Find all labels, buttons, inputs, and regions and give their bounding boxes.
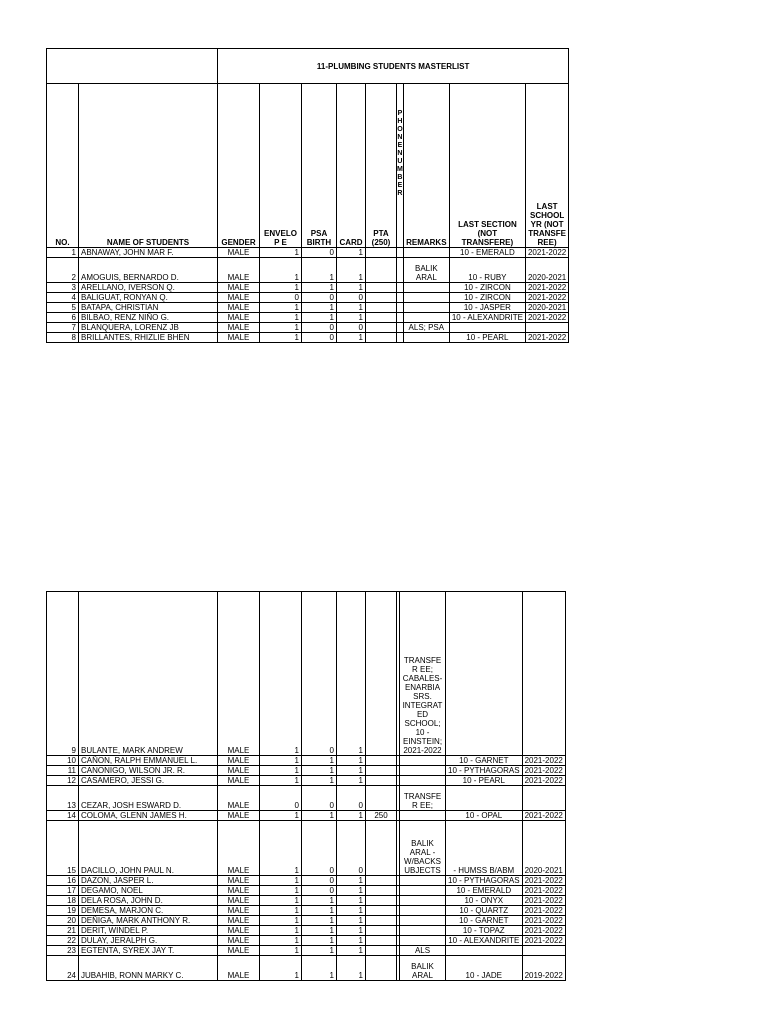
cell-envelope: 1 xyxy=(260,333,302,343)
table-row xyxy=(47,756,566,766)
cell-pta xyxy=(366,936,397,946)
cell-remarks xyxy=(400,876,446,886)
table-row xyxy=(47,333,569,343)
cell-card: 1 xyxy=(337,303,366,313)
cell-remarks xyxy=(403,293,449,303)
cell-no: 24 xyxy=(47,956,79,981)
table-row xyxy=(47,886,566,896)
cell-last-school-year: 2021-2022 xyxy=(522,936,565,946)
cell-pta xyxy=(366,333,397,343)
cell-last-section: - HUMSS B/ABM xyxy=(446,821,523,876)
cell-remarks xyxy=(400,756,446,766)
cell-psa-birth: 0 xyxy=(302,293,337,303)
cell-no: 15 xyxy=(47,821,79,876)
cell-last-school-year: 2021-2022 xyxy=(525,248,568,258)
cell-no: 6 xyxy=(47,313,79,323)
table-row xyxy=(47,283,569,293)
table-row xyxy=(47,776,566,786)
cell-psa-birth: 1 xyxy=(302,756,337,766)
cell-remarks: BALIK ARAL - W/BACKS UBJECTS xyxy=(400,821,446,876)
cell-psa-birth: 1 xyxy=(302,946,337,956)
cell-name: BILBAO, RENZ NIÑO G. xyxy=(79,313,218,323)
cell-envelope: 1 xyxy=(260,258,302,283)
cell-name: JUBAHIB, RONN MARKY C. xyxy=(79,956,218,981)
cell-phone xyxy=(397,283,404,293)
cell-pta xyxy=(366,323,397,333)
cell-psa-birth: 1 xyxy=(302,776,337,786)
cell-pta xyxy=(366,592,397,756)
cell-last-school-year xyxy=(522,592,565,756)
cell-name: DERIT, WINDEL P. xyxy=(79,926,218,936)
table-row xyxy=(47,293,569,303)
cell-envelope: 1 xyxy=(260,956,302,981)
cell-psa-birth: 1 xyxy=(302,303,337,313)
cell-psa-birth: 1 xyxy=(302,258,337,283)
cell-psa-birth: 1 xyxy=(302,936,337,946)
cell-no: 1 xyxy=(47,248,79,258)
cell-pta xyxy=(366,906,397,916)
cell-pta xyxy=(366,258,397,283)
cell-last-section: 10 - ALEXANDRITE xyxy=(446,936,523,946)
cell-last-section: 10 - PYTHAGORAS xyxy=(446,876,523,886)
cell-name: ARELLANO, IVERSON Q. xyxy=(79,283,218,293)
cell-envelope: 1 xyxy=(260,876,302,886)
cell-gender: MALE xyxy=(218,876,260,886)
cell-remarks: BALIK ARAL xyxy=(403,258,449,283)
table-row xyxy=(47,313,569,323)
header-last-section: LAST SECTION (NOT TRANSFERE) xyxy=(449,84,525,248)
cell-envelope: 1 xyxy=(260,756,302,766)
cell-name: DEÑIGA, MARK ANTHONY R. xyxy=(79,916,218,926)
cell-last-section: 10 - PEARL xyxy=(446,776,523,786)
cell-name: DACILLO, JOHN PAUL N. xyxy=(79,821,218,876)
cell-remarks xyxy=(403,333,449,343)
cell-gender: MALE xyxy=(218,821,260,876)
cell-card: 1 xyxy=(337,756,366,766)
cell-last-section xyxy=(446,592,523,756)
cell-card: 1 xyxy=(337,876,366,886)
cell-envelope: 0 xyxy=(260,293,302,303)
cell-no: 12 xyxy=(47,776,79,786)
cell-envelope: 1 xyxy=(260,313,302,323)
cell-gender: MALE xyxy=(218,333,260,343)
cell-name: AMOGUIS, BERNARDO D. xyxy=(79,258,218,283)
cell-last-section: 10 - ALEXANDRITE xyxy=(449,313,525,323)
cell-no: 10 xyxy=(47,756,79,766)
cell-envelope: 1 xyxy=(260,896,302,906)
cell-pta: 250 xyxy=(366,811,397,821)
cell-last-section: 10 - GARNET xyxy=(446,916,523,926)
cell-card: 1 xyxy=(337,956,366,981)
cell-phone xyxy=(397,258,404,283)
table-row xyxy=(47,821,566,876)
cell-gender: MALE xyxy=(218,756,260,766)
cell-no: 16 xyxy=(47,876,79,886)
cell-pta xyxy=(366,956,397,981)
cell-pta xyxy=(366,916,397,926)
cell-pta xyxy=(366,776,397,786)
cell-no: 19 xyxy=(47,906,79,916)
cell-gender: MALE xyxy=(218,906,260,916)
cell-card: 1 xyxy=(337,592,366,756)
table-row xyxy=(47,248,569,258)
cell-envelope: 1 xyxy=(260,283,302,293)
cell-name: CEZAR, JOSH ESWARD D. xyxy=(79,786,218,811)
header-card: CARD xyxy=(337,84,366,248)
cell-name: CANONIGO, WILSON JR. R. xyxy=(79,766,218,776)
table-row xyxy=(47,323,569,333)
cell-last-school-year: 2020-2021 xyxy=(525,303,568,313)
cell-pta xyxy=(366,926,397,936)
cell-gender: MALE xyxy=(218,916,260,926)
cell-psa-birth: 1 xyxy=(302,313,337,323)
cell-card: 1 xyxy=(337,946,366,956)
cell-gender: MALE xyxy=(218,776,260,786)
masterlist-table-1 xyxy=(46,48,569,343)
cell-psa-birth: 0 xyxy=(302,333,337,343)
cell-remarks xyxy=(403,283,449,293)
cell-gender: MALE xyxy=(218,592,260,756)
cell-no: 5 xyxy=(47,303,79,313)
cell-pta xyxy=(366,786,397,811)
cell-gender: MALE xyxy=(218,258,260,283)
cell-gender: MALE xyxy=(218,248,260,258)
header-last-school-year: LAST SCHOOL YR (NOT TRANSFE REE) xyxy=(525,84,568,248)
cell-pta xyxy=(366,821,397,876)
cell-no: 8 xyxy=(47,333,79,343)
cell-last-section: 10 - PYTHAGORAS xyxy=(446,766,523,776)
cell-psa-birth: 1 xyxy=(302,956,337,981)
table-row xyxy=(47,916,566,926)
cell-name: DULAY, JERALPH G. xyxy=(79,936,218,946)
cell-gender: MALE xyxy=(218,283,260,293)
cell-last-school-year: 2021-2022 xyxy=(522,766,565,776)
cell-last-section: 10 - ONYX xyxy=(446,896,523,906)
cell-no: 3 xyxy=(47,283,79,293)
cell-name: BRILLANTES, RHIZLIE BHEN xyxy=(79,333,218,343)
cell-last-section xyxy=(446,946,523,956)
cell-no: 13 xyxy=(47,786,79,811)
cell-gender: MALE xyxy=(218,946,260,956)
cell-card: 1 xyxy=(337,886,366,896)
table-row xyxy=(47,811,566,821)
cell-pta xyxy=(366,303,397,313)
masterlist-table-2 xyxy=(46,591,566,981)
cell-last-section: 10 - OPAL xyxy=(446,811,523,821)
cell-name: DAZON, JASPER L. xyxy=(79,876,218,886)
cell-gender: MALE xyxy=(218,896,260,906)
cell-psa-birth: 0 xyxy=(302,592,337,756)
header-no: NO. xyxy=(47,84,79,248)
cell-remarks xyxy=(400,926,446,936)
cell-last-section: 10 - EMERALD xyxy=(449,248,525,258)
cell-psa-birth: 0 xyxy=(302,876,337,886)
table-row xyxy=(47,956,566,981)
cell-card: 1 xyxy=(337,936,366,946)
cell-last-school-year xyxy=(522,786,565,811)
cell-name: CAÑON, RALPH EMMANUEL L. xyxy=(79,756,218,766)
cell-remarks: ALS xyxy=(400,946,446,956)
table-row xyxy=(47,936,566,946)
cell-last-school-year: 2021-2022 xyxy=(522,906,565,916)
cell-last-school-year xyxy=(525,323,568,333)
cell-name: BULANTE, MARK ANDREW xyxy=(79,592,218,756)
cell-psa-birth: 0 xyxy=(302,821,337,876)
cell-last-section: 10 - TOPAZ xyxy=(446,926,523,936)
cell-psa-birth: 1 xyxy=(302,916,337,926)
cell-pta xyxy=(366,886,397,896)
cell-no: 22 xyxy=(47,936,79,946)
table-row xyxy=(47,303,569,313)
cell-pta xyxy=(366,283,397,293)
cell-gender: MALE xyxy=(218,936,260,946)
cell-psa-birth: 1 xyxy=(302,896,337,906)
cell-name: ABNAWAY, JOHN MAR F. xyxy=(79,248,218,258)
cell-card: 0 xyxy=(337,786,366,811)
cell-envelope: 1 xyxy=(260,916,302,926)
header-envelope: ENVELOP E xyxy=(260,84,302,248)
cell-phone xyxy=(397,303,404,313)
cell-last-school-year xyxy=(522,946,565,956)
cell-remarks xyxy=(400,776,446,786)
cell-envelope: 1 xyxy=(260,303,302,313)
cell-last-section: 10 - RUBY xyxy=(449,258,525,283)
cell-name: DELA ROSA, JOHN D. xyxy=(79,896,218,906)
cell-remarks xyxy=(400,811,446,821)
cell-pta xyxy=(366,946,397,956)
cell-remarks xyxy=(400,916,446,926)
header-remarks: REMARKS xyxy=(403,84,449,248)
cell-remarks: TRANSFER EE; CABALES-ENARBIA SRS. INTEGRAT ED SCHOOL; 10 - EINSTEIN; 2021-2022 xyxy=(400,592,446,756)
cell-pta xyxy=(366,766,397,776)
cell-psa-birth: 0 xyxy=(302,786,337,811)
cell-no: 11 xyxy=(47,766,79,776)
cell-remarks xyxy=(400,896,446,906)
table-row xyxy=(47,592,566,756)
cell-last-section: 10 - ZIRCON xyxy=(449,283,525,293)
cell-remarks xyxy=(400,886,446,896)
cell-name: DEGAMO, NOEL xyxy=(79,886,218,896)
cell-pta xyxy=(366,313,397,323)
header-name: NAME OF STUDENTS xyxy=(79,84,218,248)
cell-card: 0 xyxy=(337,821,366,876)
cell-remarks xyxy=(400,766,446,776)
cell-card: 1 xyxy=(337,926,366,936)
cell-card: 1 xyxy=(337,811,366,821)
header-psa: PSA BIRTH xyxy=(302,84,337,248)
cell-phone xyxy=(397,248,404,258)
cell-gender: MALE xyxy=(218,303,260,313)
cell-remarks xyxy=(403,248,449,258)
table-row xyxy=(47,896,566,906)
header-pta: PTA (250) xyxy=(366,84,397,248)
cell-no: 4 xyxy=(47,293,79,303)
cell-name: COLOMA, GLENN JAMES H. xyxy=(79,811,218,821)
cell-name: CASAMERO, JESSI G. xyxy=(79,776,218,786)
table-row xyxy=(47,786,566,811)
cell-last-school-year: 2021-2022 xyxy=(522,896,565,906)
header-row xyxy=(47,84,569,248)
cell-phone xyxy=(397,313,404,323)
cell-last-section: 10 - JADE xyxy=(446,956,523,981)
cell-card: 1 xyxy=(337,906,366,916)
cell-gender: MALE xyxy=(218,956,260,981)
table-row xyxy=(47,906,566,916)
cell-last-section: 10 - JASPER xyxy=(449,303,525,313)
cell-gender: MALE xyxy=(218,766,260,776)
cell-no: 7 xyxy=(47,323,79,333)
cell-last-school-year: 2021-2022 xyxy=(522,756,565,766)
cell-remarks xyxy=(400,906,446,916)
cell-card: 1 xyxy=(337,766,366,776)
cell-envelope: 1 xyxy=(260,811,302,821)
cell-last-school-year: 2021-2022 xyxy=(525,333,568,343)
table-row xyxy=(47,766,566,776)
cell-envelope: 1 xyxy=(260,766,302,776)
cell-last-section xyxy=(446,786,523,811)
cell-card: 1 xyxy=(337,258,366,283)
table-row xyxy=(47,926,566,936)
cell-psa-birth: 1 xyxy=(302,811,337,821)
cell-card: 1 xyxy=(337,776,366,786)
cell-name: BATAPA, CHRISTIAN xyxy=(79,303,218,313)
cell-last-section: 10 - ZIRCON xyxy=(449,293,525,303)
cell-last-school-year: 2021-2022 xyxy=(525,283,568,293)
cell-no: 17 xyxy=(47,886,79,896)
cell-pta xyxy=(366,896,397,906)
cell-phone xyxy=(397,333,404,343)
cell-last-school-year: 2021-2022 xyxy=(522,876,565,886)
cell-last-section xyxy=(449,323,525,333)
cell-envelope: 1 xyxy=(260,776,302,786)
cell-psa-birth: 0 xyxy=(302,323,337,333)
cell-gender: MALE xyxy=(218,313,260,323)
cell-psa-birth: 0 xyxy=(302,886,337,896)
cell-remarks xyxy=(403,313,449,323)
cell-phone xyxy=(397,293,404,303)
header-phone: P H O N E N U M B E R xyxy=(397,84,404,248)
cell-envelope: 1 xyxy=(260,248,302,258)
cell-name: DEMESA, MARJON C. xyxy=(79,906,218,916)
cell-name: EGTENTA, SYREX JAY T. xyxy=(79,946,218,956)
cell-gender: MALE xyxy=(218,886,260,896)
cell-pta xyxy=(366,293,397,303)
cell-pta xyxy=(366,756,397,766)
cell-last-school-year: 2020-2021 xyxy=(522,821,565,876)
cell-envelope: 1 xyxy=(260,821,302,876)
cell-last-section: 10 - GARNET xyxy=(446,756,523,766)
cell-no: 23 xyxy=(47,946,79,956)
cell-pta xyxy=(366,876,397,886)
cell-envelope: 1 xyxy=(260,886,302,896)
cell-no: 14 xyxy=(47,811,79,821)
cell-last-section: 10 - PEARL xyxy=(449,333,525,343)
cell-envelope: 1 xyxy=(260,323,302,333)
table-row xyxy=(47,876,566,886)
cell-last-school-year: 2020-2021 xyxy=(525,258,568,283)
cell-last-school-year: 2021-2022 xyxy=(522,926,565,936)
header-gender: GENDER xyxy=(218,84,260,248)
cell-gender: MALE xyxy=(218,293,260,303)
cell-envelope: 1 xyxy=(260,592,302,756)
cell-remarks xyxy=(403,303,449,313)
table-row xyxy=(47,946,566,956)
cell-psa-birth: 1 xyxy=(302,283,337,293)
cell-last-school-year: 2021-2022 xyxy=(525,293,568,303)
cell-remarks: BALIK ARAL xyxy=(400,956,446,981)
cell-name: BLANQUERA, LORENZ JB xyxy=(79,323,218,333)
cell-card: 1 xyxy=(337,248,366,258)
cell-envelope: 1 xyxy=(260,906,302,916)
table-row xyxy=(47,258,569,283)
cell-gender: MALE xyxy=(218,811,260,821)
cell-envelope: 1 xyxy=(260,946,302,956)
cell-no: 21 xyxy=(47,926,79,936)
cell-card: 1 xyxy=(337,896,366,906)
cell-card: 1 xyxy=(337,283,366,293)
cell-card: 1 xyxy=(337,313,366,323)
cell-no: 9 xyxy=(47,592,79,756)
cell-card: 0 xyxy=(337,293,366,303)
cell-last-section: 10 - QUARTZ xyxy=(446,906,523,916)
page-title: 11-PLUMBING STUDENTS MASTERLIST xyxy=(218,49,569,84)
cell-envelope: 1 xyxy=(260,926,302,936)
cell-card: 1 xyxy=(337,333,366,343)
cell-psa-birth: 1 xyxy=(302,766,337,776)
cell-last-section: 10 - EMERALD xyxy=(446,886,523,896)
title-blank-cell xyxy=(47,49,218,84)
cell-no: 2 xyxy=(47,258,79,283)
cell-remarks: TRANSFER EE; xyxy=(400,786,446,811)
cell-last-school-year: 2021-2022 xyxy=(522,776,565,786)
cell-no: 20 xyxy=(47,916,79,926)
cell-last-school-year: 2021-2022 xyxy=(522,916,565,926)
cell-gender: MALE xyxy=(218,786,260,811)
cell-psa-birth: 0 xyxy=(302,248,337,258)
cell-remarks xyxy=(400,936,446,946)
cell-psa-birth: 1 xyxy=(302,926,337,936)
cell-card: 1 xyxy=(337,916,366,926)
cell-remarks: ALS; PSA xyxy=(403,323,449,333)
cell-psa-birth: 1 xyxy=(302,906,337,916)
cell-gender: MALE xyxy=(218,926,260,936)
cell-last-school-year: 2019-2022 xyxy=(522,956,565,981)
cell-phone xyxy=(397,323,404,333)
cell-last-school-year: 2021-2022 xyxy=(525,313,568,323)
cell-last-school-year: 2021-2022 xyxy=(522,886,565,896)
cell-pta xyxy=(366,248,397,258)
cell-gender: MALE xyxy=(218,323,260,333)
cell-envelope: 0 xyxy=(260,786,302,811)
cell-name: BALIGUAT, RONYAN Q. xyxy=(79,293,218,303)
cell-envelope: 1 xyxy=(260,936,302,946)
cell-card: 0 xyxy=(337,323,366,333)
cell-no: 18 xyxy=(47,896,79,906)
cell-last-school-year: 2021-2022 xyxy=(522,811,565,821)
